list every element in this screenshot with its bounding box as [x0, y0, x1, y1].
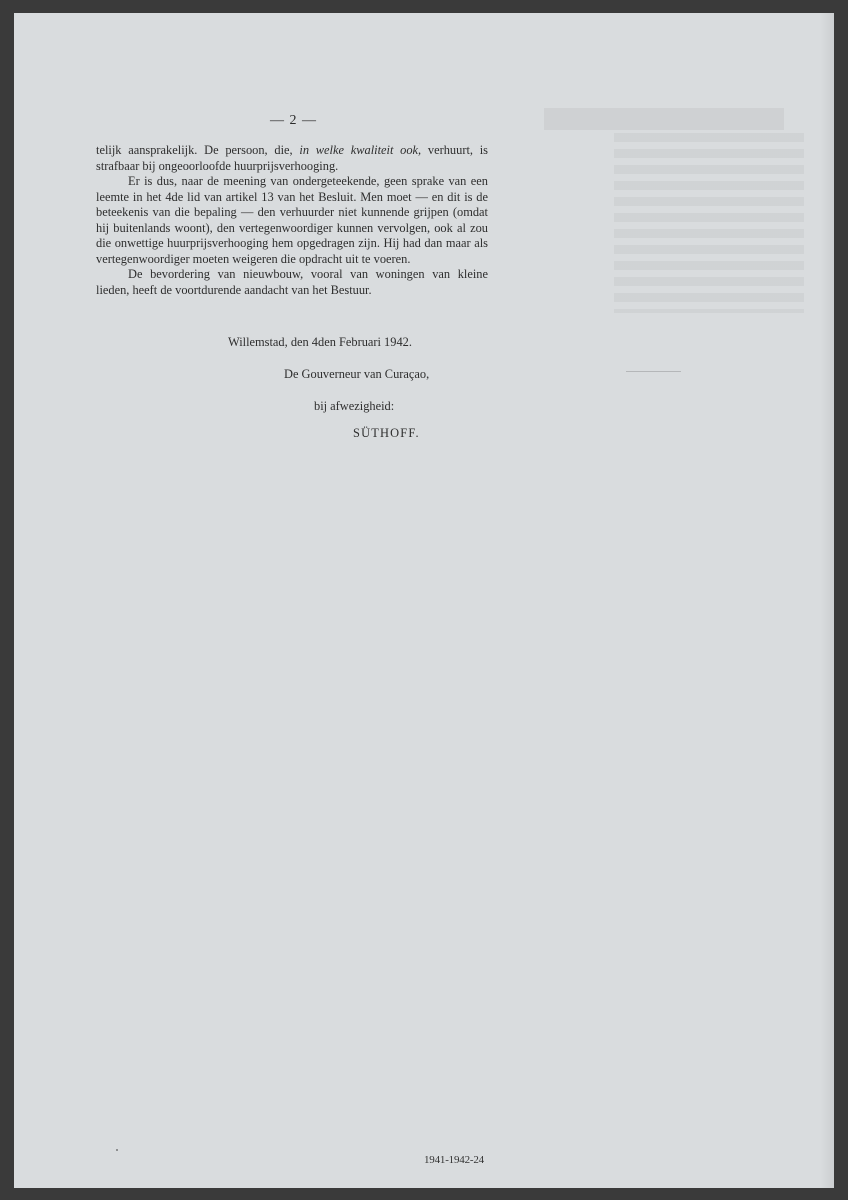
place-date: Willemstad, den 4den Februari 1942.: [228, 335, 412, 349]
paragraph-3: De bevordering van nieuwbouw, vooral van woningen van kleine lieden, heeft de voortdurende aandacht van het Bestuur.: [96, 267, 488, 297]
bleed-through-heading: [544, 108, 784, 130]
signature-name: SÜTHOFF.: [353, 426, 420, 440]
document-page: [14, 13, 834, 1188]
bleed-through-block: [614, 133, 804, 313]
paragraph-1: telijk aansprakelijk. De persoon, die, in welke kwaliteit ook, verhuurt, is strafbaar bij ongeoorloofde huurprijsverhooging.: [96, 143, 488, 173]
paper-speck: [116, 1149, 118, 1151]
bleed-through-rule: [626, 371, 681, 372]
absence-note: bij afwezigheid:: [314, 399, 395, 413]
italic-phrase: in welke kwaliteit ook,: [299, 143, 422, 157]
document-code: 1941-1942-24: [424, 1154, 484, 1166]
page-edge-shadow: [820, 13, 834, 1188]
page-number: — 2 —: [270, 113, 317, 128]
body-text: [96, 143, 488, 298]
governor-title: De Gouverneur van Curaçao,: [284, 367, 430, 381]
paragraph-2: Er is dus, naar de meening van ondergeteekende, geen sprake van een leemte in het 4de lid van artikel 13 van het Besluit. Men moet — en dit is de beteekenis van die bepaling — den verhuurder niet kunnende grijpen (omdat hij buitenlands woont), den vertegenwoordiger kunnen vervolgen, ook al zou die onwettige huurprijsverhooging hem opgedragen zijn. Hij had dan maar als vertegenwoordiger moeten weigeren die opdracht uit te voeren.: [96, 174, 488, 266]
